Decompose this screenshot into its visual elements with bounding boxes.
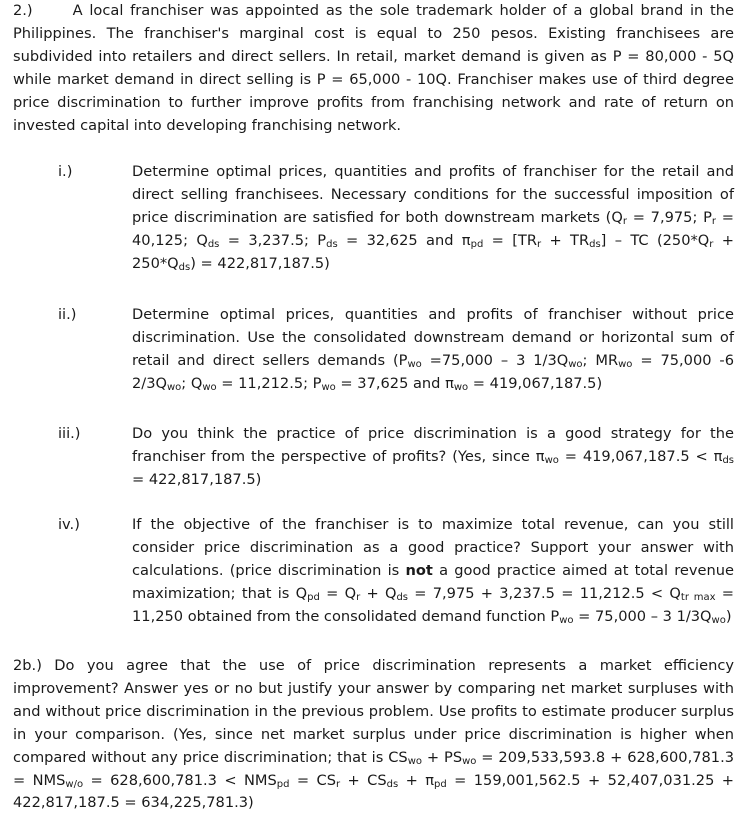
sub-question-text: Determine optimal prices, quantities and profits of franchiser for the retail and direct selling franchisees. Necessary conditions for the successful imposition of price discrimination are satisfied for both downstream markets ($Q_r = 7,975$; $P_r = 40,125$; $Q_{ds} = 3,237.5$; $P_{ds} = 32,625$ and $\pi_{pd} = [TR_r + TR_{ds}]$ – TC $(250*Q_r + 250*Q_{ds}) = 422,817,187.5$) [132, 163, 734, 273]
sub-question-text: If the objective of the franchiser is to maximize total revenue, can you still consider price discrimination as a good practice? Support your answer with calculations. (price discrimination is not a good practice aimed at total revenue maximization; that is $Q_{pd} = Q_r + Q_{ds} = 7,975 + 3,237.5 = 11,212.5 < Q_{tr max} = 11,250$ obtained from the consolidated demand function $P_{wo} = 75,000 - 3$ $1/3Q_{wo}$) [132, 516, 735, 626]
sub-question-text: Do you think the practice of price discrimination is a good strategy for the franchiser from the perspective of profits? (Yes, since $\pi_{wo} = 419,067,187.5 < \pi_{ds} = 422,817,187.5$) [132, 425, 734, 488]
sub-question-label: iv.) [58, 516, 80, 533]
question-2b: 2b.) Do you agree that the use of price discrimination represents a market efficiency improvement? Answer yes or no but justify your answer by comparing net market surpluses with and without price discrimination in the previous problem. Use profits to estimate producer surplus in your comparison. (Yes, since net market surplus under price discrimination is higher when compared without any price discrimination; that is $CS_{wo} + PS_{wo} = 209,533,593.8 + 628,600,781.3 = NMS_{w/o} = 628,600,781.3 < NMS_{pd} = CS_r + CS_{ds} + \pi_{pd} = 159,001,562.5 + 52,407,031.25 + 422,817,187.5 = 634,225,781.3$) [13, 657, 734, 812]
question-text: A local franchiser was appointed as the sole trademark holder of a global brand in the Philippines. The franchiser's marginal cost is equal to 250 pesos. Existing franchisees are subdivided into retailers and direct sellers. In retail, market demand is given as P = 80,000 - 5Q while market demand in direct selling is P = 65,000 - 10Q. Franchiser makes use of third degree price discrimination to further improve profits from franchising network and rate of return on invested capital into developing franchising network. [13, 2, 734, 134]
sub-question-label: i.) [58, 163, 73, 180]
question-2 [13, 0, 734, 137]
sub-question-label: ii.) [58, 306, 77, 323]
sub-question-label: iii.) [58, 425, 81, 442]
question-number: 2.) [13, 2, 33, 19]
sub-question-text: Determine optimal prices, quantities and profits of franchiser without price discrimination. Use the consolidated downstream demand or horizontal sum of retail and direct sellers demands ($P_{wo} =75,000 - 3$ $1/3Q_{wo}$; $MR_{wo} = 75,000$ -6 $2/3Q_{wo}$; $Q_{wo} = 11,212.5$; $P_{wo} = 37,625$ and $\pi_{wo} = 419,067,187.5$) [132, 306, 734, 393]
